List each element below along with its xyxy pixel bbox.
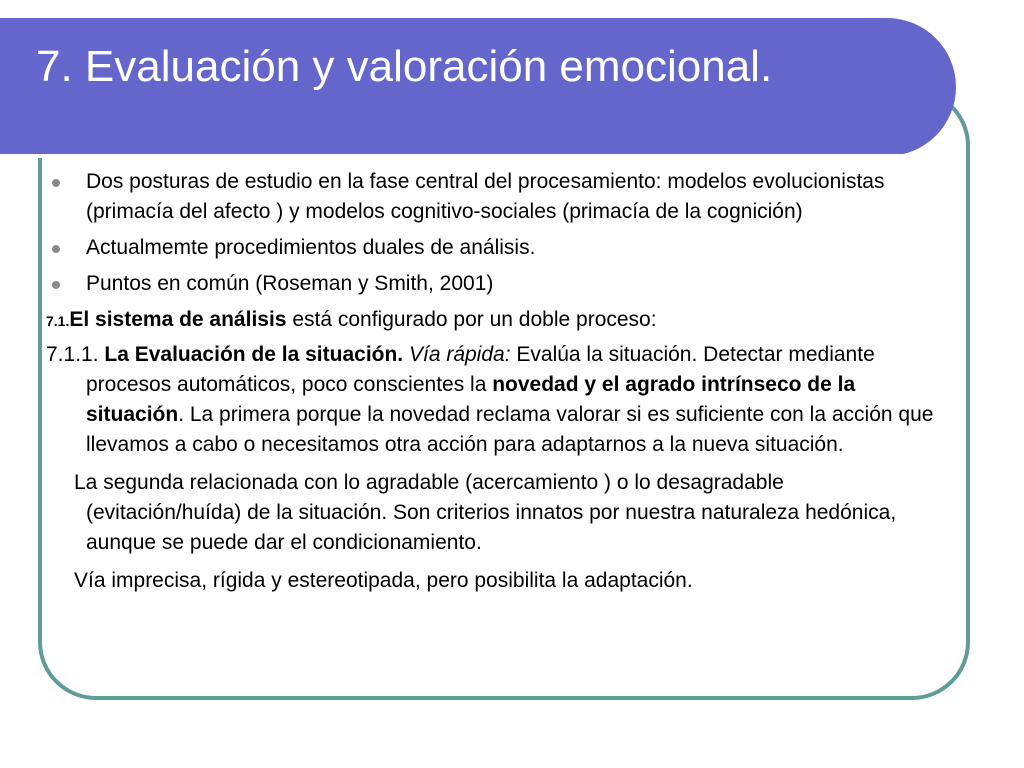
section-number: 7.1.1. [46, 343, 99, 366]
bullet-icon [52, 179, 60, 187]
title-underline [0, 154, 905, 158]
section-italic: Vía rápida: [403, 343, 511, 366]
section-heading: El sistema de análisis [69, 308, 287, 331]
slide-title: 7. Evaluación y valoración emocional. [36, 42, 773, 91]
slide-content [46, 167, 936, 602]
section-heading: La Evaluación de la situación. [98, 343, 404, 366]
paragraph-second: La segunda relacionada con lo agradable (acercamiento ) o lo desagradable (evitación/huída) de la situación. Son criterios innatos por nuestra naturaleza hedónica, aunque se puede dar el condicionamiento. [74, 471, 897, 554]
section-text: está configurado por un doble proceso: [286, 308, 657, 331]
bullet-icon [52, 281, 60, 289]
section-text: . La primera porque la novedad reclama valorar si es suficiente con la acción que llevamos a cabo o necesitamos otra acción para adaptarnos a la nueva situación. [86, 403, 934, 456]
section-7-1 [46, 305, 936, 336]
bullet-item [46, 269, 936, 299]
section-number: 7.1. [46, 313, 70, 329]
section-7-1-1 [46, 340, 936, 460]
section-bold-text: novedad y el agrado intrínseco de la situación [86, 373, 856, 426]
section-text: Evalúa la situación. Detectar mediante procesos automáticos, poco conscientes la [86, 343, 875, 396]
title-band [0, 18, 956, 156]
bullet-item [46, 233, 936, 263]
bullet-text: Dos posturas de estudio en la fase central del procesamiento: modelos evolucionistas (primacía del afecto ) y modelos cognitivo-sociales (primacía de la cognición) [86, 170, 885, 223]
bullet-icon [52, 245, 60, 253]
paragraph-via: Vía imprecisa, rígida y estereotipada, pero posibilita la adaptación. [74, 569, 693, 592]
bullet-text: Actualmemte procedimientos duales de análisis. [86, 236, 536, 259]
bullet-item [46, 167, 936, 227]
bullet-text: Puntos en común (Roseman y Smith, 2001) [86, 272, 494, 295]
